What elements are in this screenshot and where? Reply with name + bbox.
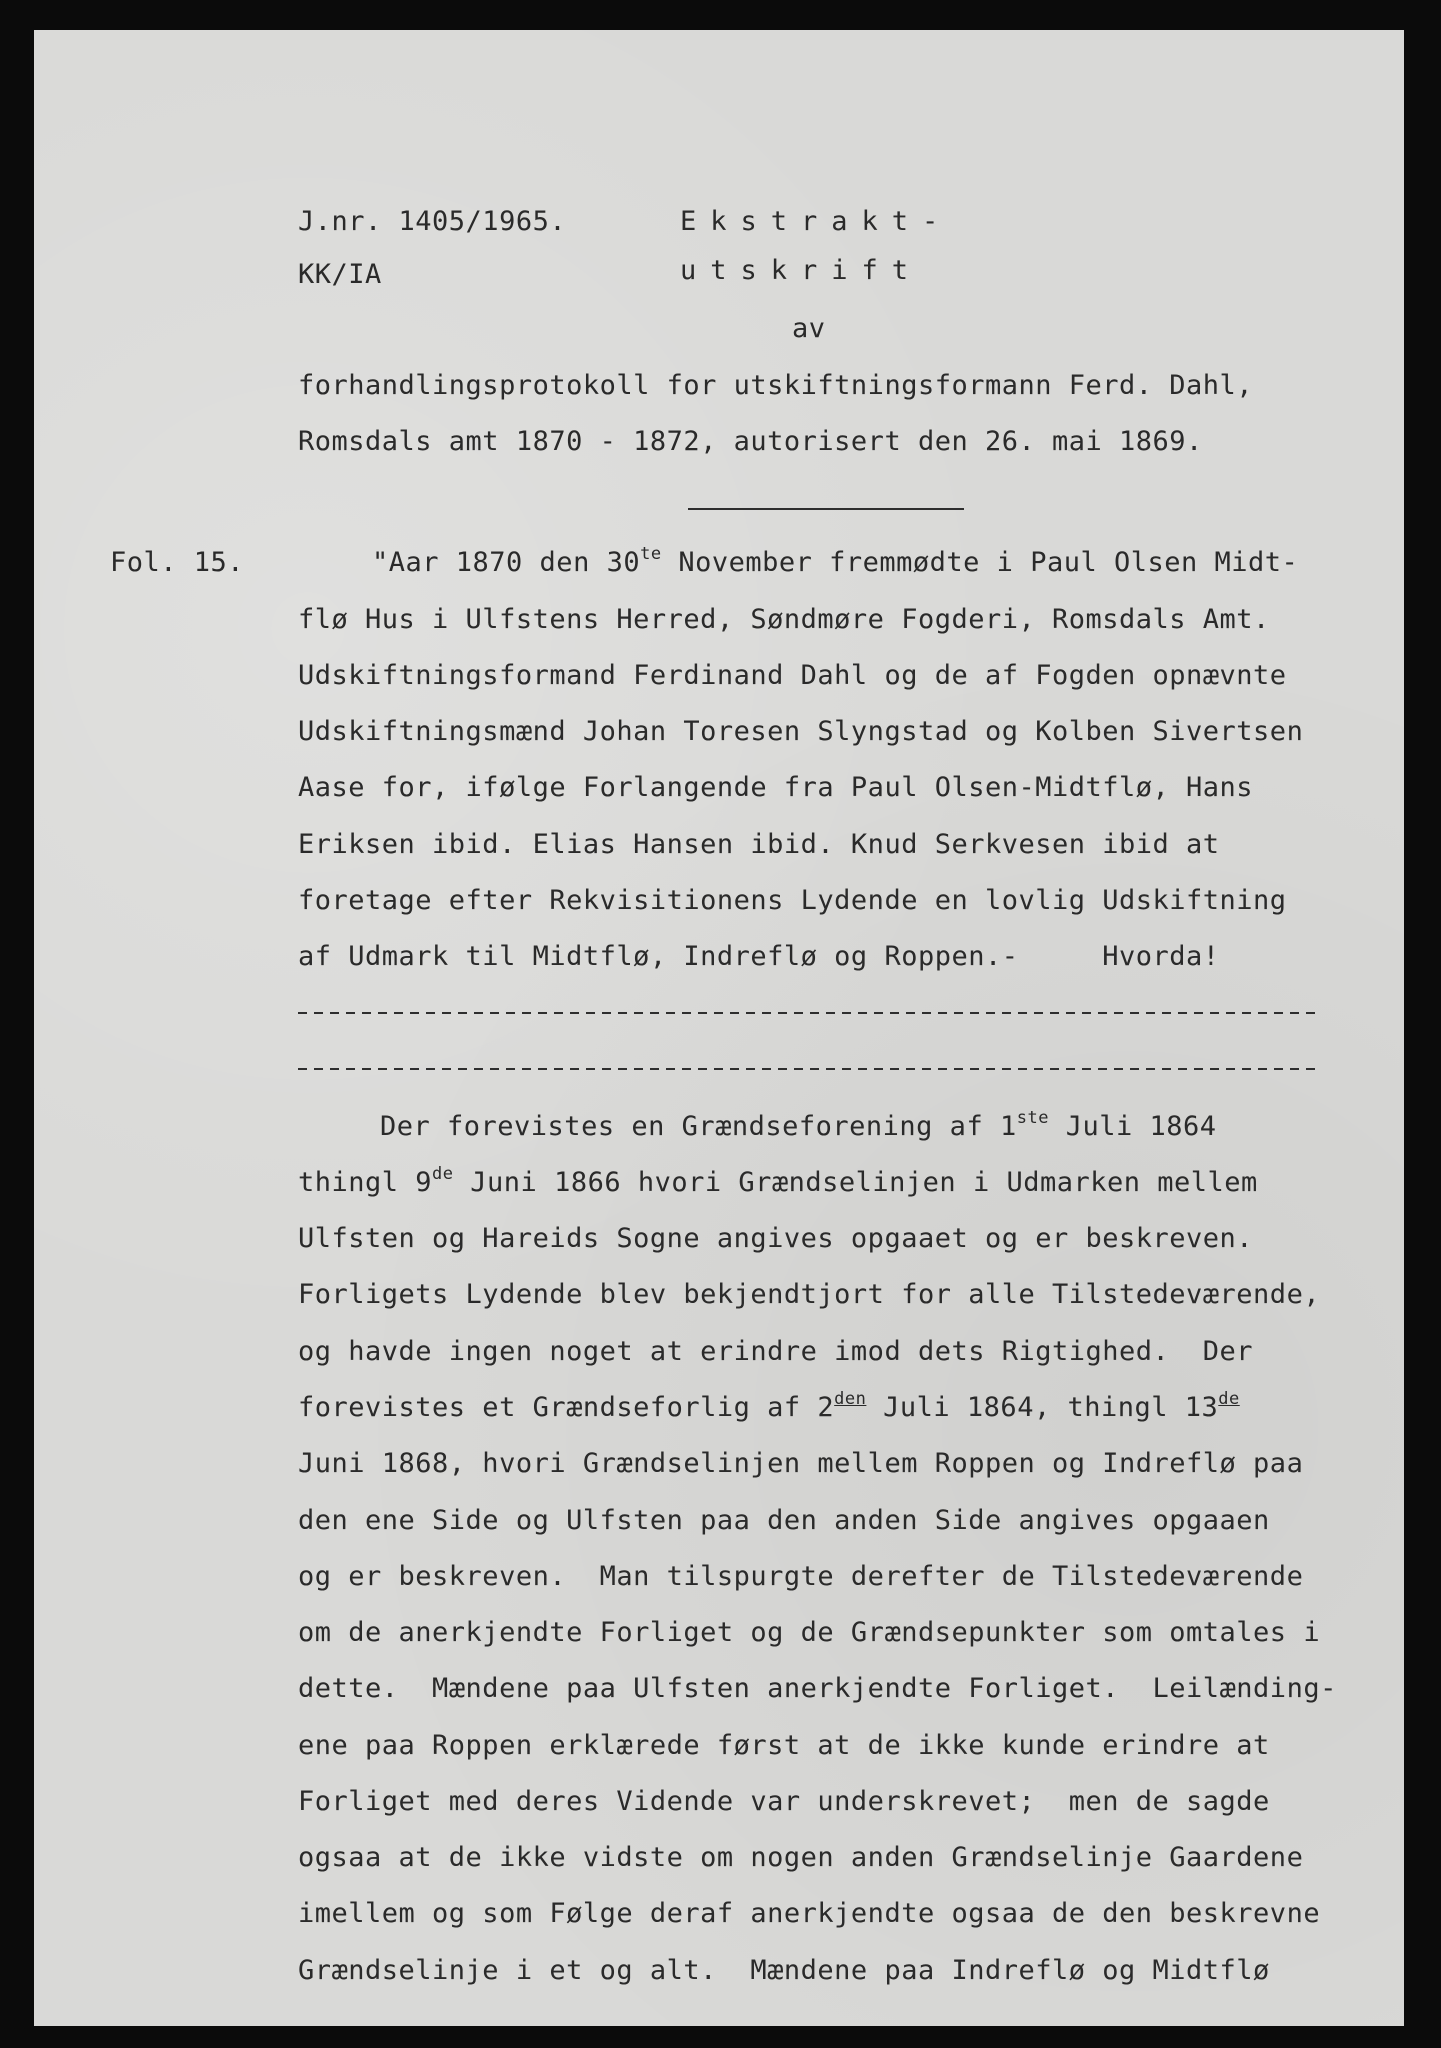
header-divider	[688, 508, 964, 510]
paragraph-2-line-12: ene paa Roppen erklærede først at de ikke kunde erindre at	[298, 1730, 1270, 1761]
dashed-separator-2	[298, 1068, 1320, 1070]
subtitle-line-2: Romsdals amt 1870 - 1872, autorisert den 26. mai 1869.	[298, 426, 1203, 457]
paragraph-2-line-6: forevistes et Grændseforlig af $2^{den}$ Juli 1864, thingl 13de	[298, 1389, 1240, 1423]
dashed-separator-1	[298, 1012, 1320, 1014]
paragraph-2-line-10: om de anerkjendte Forliget og de Grændsepunkter som omtales i	[298, 1617, 1321, 1648]
paragraph-1-line-1: "Aar 1870 den $30^{te}$ November fremmødte i Paul Olsen Midt-	[372, 544, 1299, 578]
document-page	[34, 30, 1404, 2026]
superscript: den	[834, 1389, 867, 1409]
folio-label: Fol. 15.	[110, 547, 245, 578]
title-line-1: Ekstrakt-	[680, 206, 953, 237]
paragraph-1-line-4: Udskiftningsmænd Johan Toresen Slyngstad og Kolben Sivertsen	[298, 716, 1304, 747]
paragraph-1-line-2: flø Hus i Ulfstens Herred, Søndmøre Fogderi, Romsdals Amt.	[298, 604, 1270, 635]
paragraph-1-line-6: Eriksen ibid. Elias Hansen ibid. Knud Serkvesen ibid at	[298, 829, 1220, 860]
superscript: de	[432, 1164, 454, 1184]
title-line-3: av	[792, 313, 826, 344]
paragraph-2-line-5: og havde ingen noget at erindre imod dets Rigtighed. Der	[298, 1336, 1254, 1367]
paragraph-2-line-15: imellem og som Følge deraf anerkjendte ogsaa de den beskrevne	[298, 1898, 1321, 1929]
paragraph-1-line-3: Udskiftningsformand Ferdinand Dahl og de af Fogden opnævnte	[298, 660, 1287, 691]
superscript: te	[640, 544, 662, 564]
paragraph-1-line-7: foretage efter Rekvisitionens Lydende en lovlig Udskiftning	[298, 885, 1287, 916]
superscript: ste	[1016, 1108, 1049, 1128]
initials: KK/IA	[298, 259, 382, 290]
paragraph-2-line-3: Ulfsten og Hareids Sogne angives opgaaet og er beskreven.	[298, 1223, 1254, 1254]
paragraph-2-line-4: Forligets Lydende blev bekjendtjort for alle Tilstedeværende,	[298, 1279, 1321, 1310]
superscript: de	[1218, 1389, 1240, 1409]
paragraph-2-line-8: den ene Side og Ulfsten paa den anden Side angives opgaaen	[298, 1505, 1270, 1536]
paragraph-2-line-7: Juni 1868, hvori Grændselinjen mellem Roppen og Indreflø paa	[298, 1448, 1304, 1479]
paragraph-2-line-11: dette. Mændene paa Ulfsten anerkjendte Forliget. Leilænding-	[298, 1673, 1337, 1704]
paragraph-2-line-14: ogsaa at de ikke vidste om nogen anden Grændselinje Gaardene	[298, 1842, 1304, 1873]
paragraph-2-line-9: og er beskreven. Man tilspurgte derefter de Tilstedeværende	[298, 1561, 1304, 1592]
journal-number: J.nr. 1405/1965.	[298, 206, 567, 237]
title-line-2: utskrift	[680, 255, 923, 286]
subtitle-line-1: forhandlingsprotokoll for utskiftningsformann Ferd. Dahl,	[298, 370, 1254, 401]
paragraph-1-line-5: Aase for, ifølge Forlangende fra Paul Olsen-Midtflø, Hans	[298, 772, 1254, 803]
paragraph-2-line-13: Forliget med deres Vidende var underskrevet; men de sagde	[298, 1786, 1270, 1817]
paragraph-2-line-1: Der forevistes en Grændseforening af 1ste Juli 1864	[380, 1108, 1217, 1142]
paragraph-2-line-2: thingl 9de Juni 1866 hvori Grændselinjen i Udmarken mellem	[298, 1164, 1258, 1198]
paragraph-1-line-8: af Udmark til Midtflø, Indreflø og Roppen.- Hvorda!	[298, 941, 1220, 972]
paragraph-2-line-16: Grændselinje i et og alt. Mændene paa Indreflø og Midtflø	[298, 1955, 1270, 1986]
